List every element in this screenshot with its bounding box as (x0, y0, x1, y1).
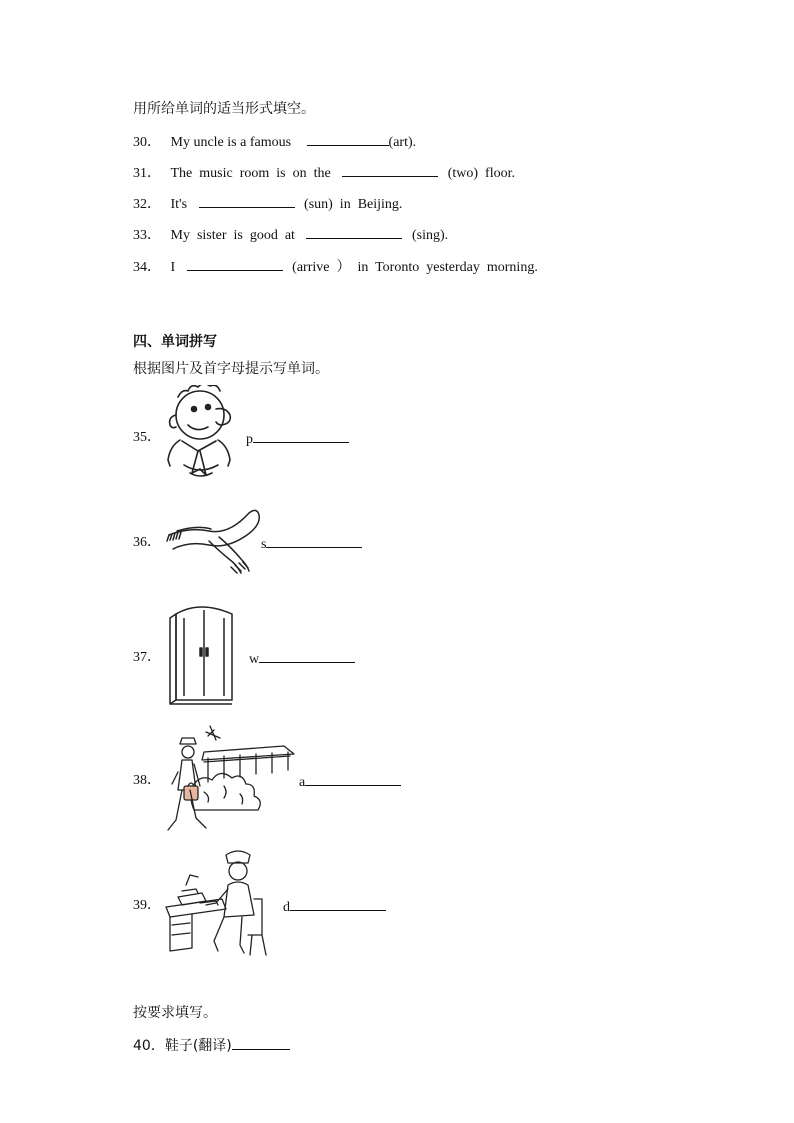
first-letter: d (283, 900, 290, 915)
question-text: The music room is on the (170, 166, 331, 181)
wardrobe-icon (166, 600, 242, 706)
question-number: 36． (133, 535, 161, 550)
answer-blank[interactable] (232, 1035, 290, 1050)
question-number: 40． (133, 1038, 165, 1054)
hint-39 (283, 896, 386, 916)
first-letter: a (299, 775, 306, 790)
question-number: 39． (133, 898, 161, 913)
hint-35 (246, 428, 349, 448)
section4-title: 四、单词拼写 (133, 334, 217, 350)
answer-blank[interactable] (290, 896, 386, 911)
first-letter: p (246, 432, 253, 447)
question-text: My sister is good at (170, 228, 295, 243)
answer-blank[interactable] (187, 256, 283, 271)
question-33 (133, 224, 448, 244)
answer-blank[interactable] (307, 131, 389, 146)
hint-37 (249, 648, 355, 668)
question-hint: (art). (388, 135, 417, 150)
section4-instruction: 根据图片及首字母提示写单词。 (133, 361, 329, 377)
question-number: 33． (133, 228, 161, 243)
question-number: 37． (133, 650, 161, 665)
hint-36 (261, 533, 362, 553)
question-hint: (sing). (411, 228, 449, 243)
question-number: 32． (133, 197, 161, 212)
nurse-at-desk-icon (162, 845, 270, 957)
first-letter: w (249, 652, 260, 667)
question-34 (133, 256, 538, 276)
airport-traveler-icon (164, 722, 300, 838)
question-number: 30． (133, 135, 161, 150)
question-text: It's (170, 197, 188, 212)
section3-instruction: 用所给单词的适当形式填空。 (133, 101, 315, 117)
first-letter: s (261, 537, 267, 552)
question-text: My uncle is a famous (170, 135, 292, 150)
question-number: 38． (133, 773, 161, 788)
answer-blank[interactable] (266, 533, 362, 548)
question-32 (133, 193, 402, 213)
question-hint: (arrive ） in Toronto yesterday morning. (292, 260, 538, 275)
question-hint: (two) floor. (447, 166, 515, 181)
section5-instruction: 按要求填写。 (133, 1005, 217, 1021)
boy-with-scarf-icon (160, 385, 240, 480)
answer-blank[interactable] (305, 771, 401, 786)
question-40 (133, 1035, 290, 1055)
answer-blank[interactable] (199, 193, 295, 208)
question-hint: (sun) in Beijing. (304, 197, 403, 212)
question-text: I (170, 260, 176, 275)
question-30 (133, 131, 416, 151)
question-31 (133, 162, 515, 182)
answer-blank[interactable] (306, 224, 402, 239)
question-text: 鞋子(翻译) (164, 1038, 232, 1054)
answer-blank[interactable] (253, 428, 349, 443)
answer-blank[interactable] (259, 648, 355, 663)
scarf-icon (163, 505, 263, 577)
question-number: 35． (133, 430, 161, 445)
question-number: 31． (133, 166, 161, 181)
question-number: 34． (133, 260, 161, 275)
hint-38 (299, 771, 401, 791)
answer-blank[interactable] (342, 162, 438, 177)
